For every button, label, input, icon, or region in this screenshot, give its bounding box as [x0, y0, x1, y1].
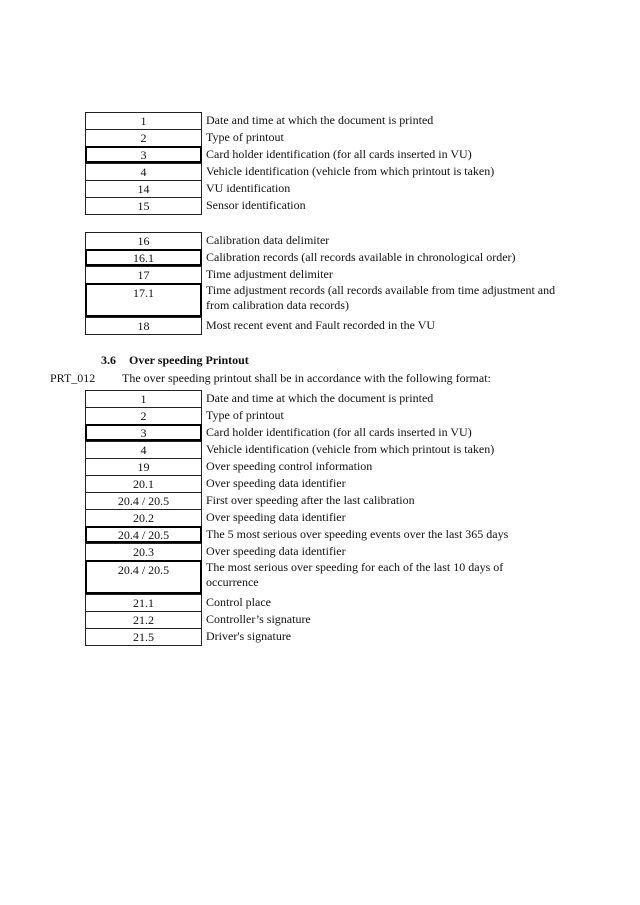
- section-title: Over speeding Printout: [129, 353, 249, 367]
- block-number-cell: 20.2: [85, 509, 202, 526]
- block-description: The 5 most serious over speeding events over the last 365 days: [206, 527, 509, 541]
- block-description: Most recent event and Fault recorded in the VU: [206, 318, 436, 332]
- block-description: Controller’s signature: [206, 612, 311, 626]
- block-number-cell: 21.5: [85, 628, 202, 646]
- requirement-id: PRT_012: [50, 371, 96, 385]
- block-number-cell: 14: [85, 180, 202, 197]
- block-description: Card holder identification (for all cards inserted in VU): [206, 425, 472, 439]
- block-description: Type of printout: [206, 408, 284, 422]
- section-number: 3.6: [101, 353, 116, 367]
- block-description: Type of printout: [206, 130, 284, 144]
- requirement-paragraph: [50, 371, 491, 386]
- block-description: Calibration data delimiter: [206, 233, 330, 247]
- block-description: Driver's signature: [206, 629, 292, 643]
- block-description: Over speeding data identifier: [206, 476, 346, 490]
- block-description: The most serious over speeding for each of the last 10 days of occurrence: [206, 560, 504, 589]
- block-number-cell: 16.1: [85, 249, 202, 266]
- block-description: Over speeding data identifier: [206, 544, 346, 558]
- block-description: Date and time at which the document is printed: [206, 391, 434, 405]
- block-number-cell: 16: [85, 232, 202, 249]
- block-description: Time adjustment records (all records available from time adjustment and from calibration data records): [206, 283, 556, 312]
- block-number-cell: 2: [85, 407, 202, 424]
- block-number-cell: 4: [85, 441, 202, 458]
- block-number-cell: 20.4 / 20.5: [85, 560, 202, 594]
- block-description: Time adjustment delimiter: [206, 267, 333, 281]
- block-number-cell: 17.1: [85, 283, 202, 317]
- block-number-cell: 21.2: [85, 611, 202, 628]
- block-description: Vehicle identification (vehicle from which printout is taken): [206, 442, 495, 456]
- block-number-cell: 15: [85, 197, 202, 215]
- block-description: Calibration records (all records available in chronological order): [206, 250, 516, 264]
- block-number-cell: 17: [85, 266, 202, 283]
- block-number-cell: 1: [85, 390, 202, 407]
- block-number-cell: 3: [85, 146, 202, 163]
- block-description: VU identification: [206, 181, 291, 195]
- block-description: First over speeding after the last calibration: [206, 493, 415, 507]
- block-number-cell: 4: [85, 163, 202, 180]
- block-number-cell: 20.1: [85, 475, 202, 492]
- requirement-text: The over speeding printout shall be in accordance with the following format:: [122, 371, 491, 385]
- block-description: Control place: [206, 595, 271, 609]
- block-description: Date and time at which the document is printed: [206, 113, 434, 127]
- block-number-cell: 18: [85, 317, 202, 335]
- block-number-cell: 20.3: [85, 543, 202, 560]
- block-number-cell: 20.4 / 20.5: [85, 526, 202, 543]
- block-description: Over speeding control information: [206, 459, 373, 473]
- block-number-cell: 20.4 / 20.5: [85, 492, 202, 509]
- block-number-cell: 1: [85, 112, 202, 129]
- block-number-cell: 21.1: [85, 594, 202, 611]
- block-number-cell: 19: [85, 458, 202, 475]
- block-description: Over speeding data identifier: [206, 510, 346, 524]
- block-number-cell: 3: [85, 424, 202, 441]
- block-description: Card holder identification (for all cards inserted in VU): [206, 147, 472, 161]
- block-description: Sensor identification: [206, 198, 306, 212]
- block-description: Vehicle identification (vehicle from which printout is taken): [206, 164, 495, 178]
- block-number-cell: 2: [85, 129, 202, 146]
- section-heading: [101, 353, 249, 368]
